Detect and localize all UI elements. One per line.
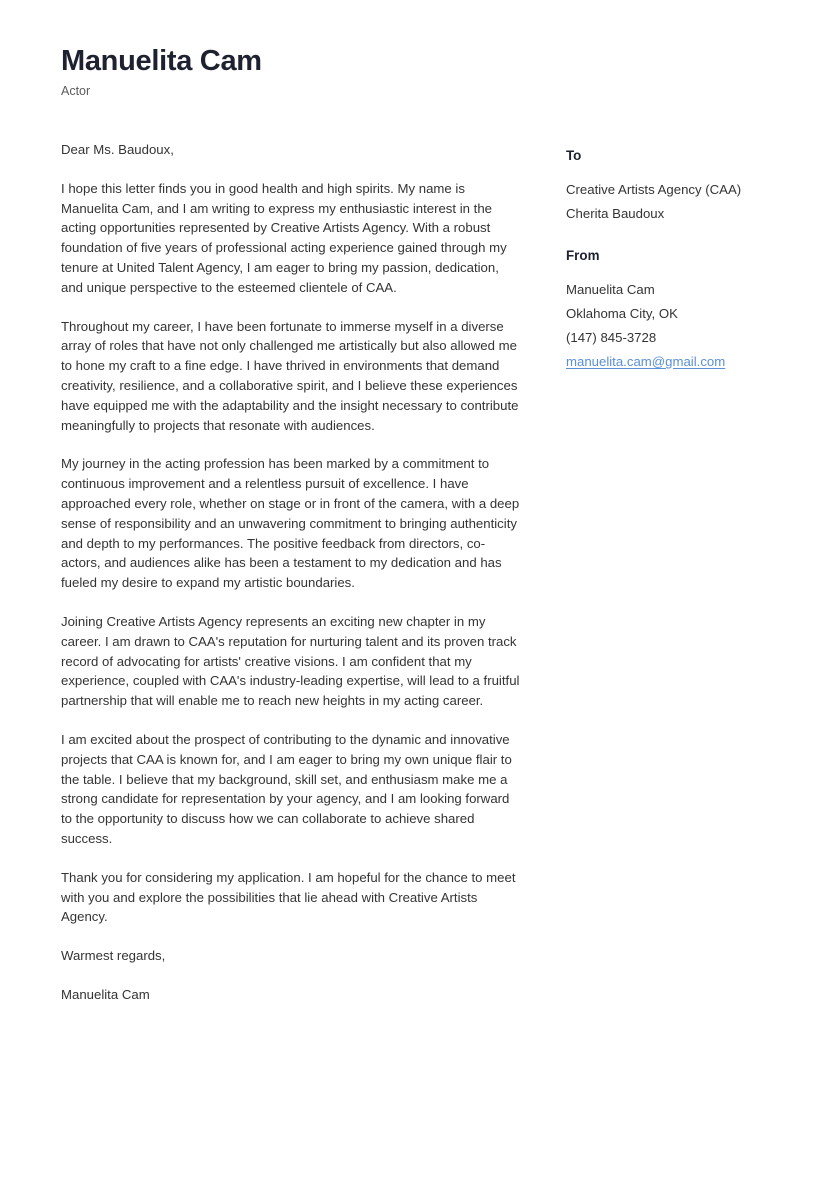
letter-paragraph-1: I hope this letter finds you in good health and high spirits. My name is Manuelita Cam, and I am writing to express my enthusiastic interest in the acting opportunities represented by Creative Artists Agency. With a robust foundation of five years of professional acting experience gained through my tenure at United Talent Agency, I am eager to bring my passion, dedication, and unique perspective to the esteemed clientele of CAA. bbox=[61, 180, 507, 295]
sender-heading: From bbox=[566, 248, 600, 264]
letter-closing: Warmest regards, bbox=[61, 948, 166, 964]
letter-meta-column bbox=[566, 148, 786, 374]
applicant-role: Actor bbox=[61, 84, 91, 99]
letter-paragraph-5: I am excited about the prospect of contributing to the dynamic and innovative projects that CAA is known for, and I am eager to bring my own unique flair to the table. I believe that my background, skill set, and enthusiasm make me a strong candidate for representation by your agency, and I am looking forward to the opportunity to discuss how we can collaborate to achieve shared success. bbox=[61, 731, 512, 846]
letter-paragraph-6: Thank you for considering my application. I am hopeful for the chance to meet with you and explore the possibilities that lie ahead with Creative Artists Agency. bbox=[61, 869, 516, 925]
recipient-heading: To bbox=[566, 148, 582, 163]
letter-paragraph-2: Throughout my career, I have been fortunate to immerse myself in a diverse array of roles that have not only challenged me artistically but also allowed me to hone my craft to a fine edge. I have thrived in environments that demand creativity, resilience, and a collaborative spirit, and I believe these experiences have equipped me with the adaptability and the insight necessary to contribute meaningfully to projects that resonate with audiences. bbox=[61, 318, 519, 433]
sender-block bbox=[566, 248, 786, 374]
letter-salutation: Dear Ms. Baudoux, bbox=[61, 142, 174, 157]
recipient-contact-name: Cherita Baudoux bbox=[566, 206, 665, 222]
letter-signature: Manuelita Cam bbox=[61, 986, 150, 1002]
applicant-name: Manuelita Cam bbox=[61, 45, 262, 77]
recipient-company: Creative Artists Agency (CAA) bbox=[566, 182, 742, 198]
letter-header bbox=[61, 45, 761, 99]
sender-location: Oklahoma City, OK bbox=[566, 306, 678, 322]
letter-paragraph-4: Joining Creative Artists Agency represents an exciting new chapter in my career. I am drawn to CAA's reputation for nurturing talent and its proven track record of advocating for artists' creative visions. I am confident that my experience, coupled with CAA's industry-leading expertise, will lead to a fruitful partnership that will enable me to reach new heights in my acting career. bbox=[61, 613, 520, 709]
sender-phone: (147) 845-3728 bbox=[566, 330, 657, 346]
sender-name: Manuelita Cam bbox=[566, 282, 655, 298]
letter-content-column bbox=[61, 140, 522, 1005]
letter-paragraph-3: My journey in the acting profession has been marked by a commitment to continuous improvement and a relentless pursuit of excellence. I have approached every role, whether on stage or in front of the camera, with a deep sense of responsibility and an unwavering commitment to bringing authenticity and depth to my performances. The positive feedback from directors, co-actors, and audiences alike has been a testament to my dedication and has fueled my desire to expand my artistic boundaries. bbox=[61, 456, 520, 591]
sender-email-link[interactable]: manuelita.cam@gmail.com bbox=[566, 354, 726, 370]
recipient-block bbox=[566, 148, 786, 226]
